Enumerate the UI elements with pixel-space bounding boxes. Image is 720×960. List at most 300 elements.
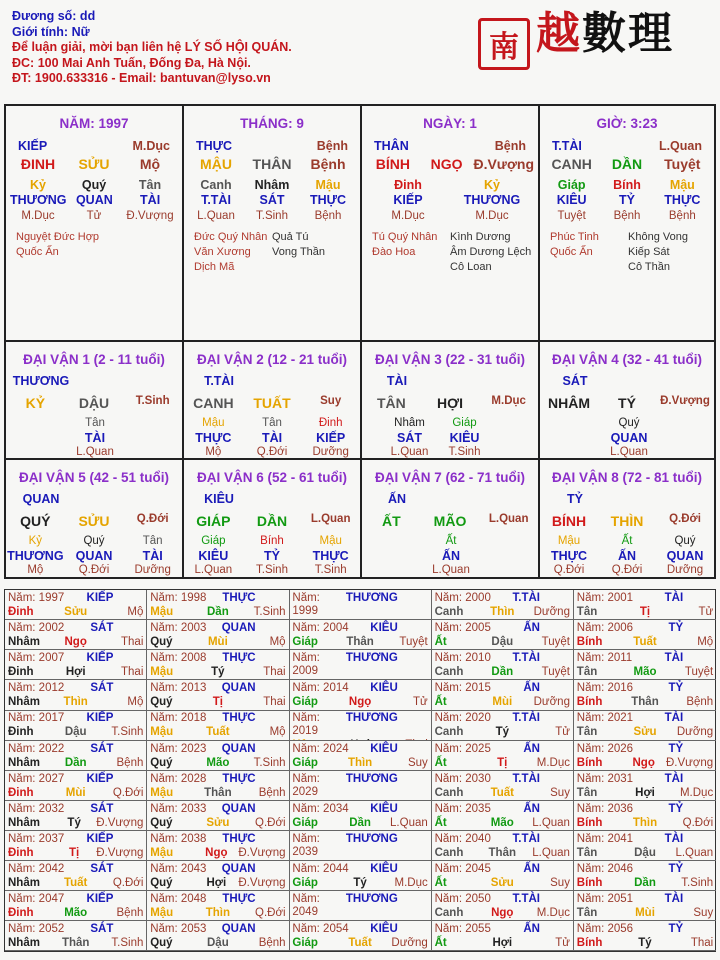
year-state: T.Sinh: [253, 756, 286, 769]
year-cell: [5, 891, 147, 921]
year-label: Năm: 2010: [434, 652, 491, 665]
year-cell: [289, 590, 431, 620]
star-line: [372, 245, 532, 260]
pillar-row: [544, 210, 710, 222]
year-cell: [289, 650, 431, 680]
dai-van-can: GIÁP: [196, 513, 231, 529]
year-phase: QUAN: [221, 742, 256, 755]
year-top: [435, 773, 570, 786]
year-can: Canh: [434, 606, 464, 618]
year-label: Năm: 2056: [576, 923, 634, 936]
dai-van-hidden-row: [184, 564, 360, 576]
dai-van-hidden: Mậu: [319, 535, 342, 547]
pillar-value: L.Quan: [197, 210, 235, 222]
year-label: Năm: 2005: [434, 622, 491, 635]
year-cell: [147, 741, 289, 771]
dai-van-hidden: T.Sinh: [256, 564, 288, 576]
dai-van-hidden: Giáp: [452, 417, 477, 429]
year-cell: [289, 861, 431, 891]
year-can: Quý: [150, 636, 173, 649]
year-top: [8, 863, 143, 876]
year-state: Đ.Vượng: [96, 846, 144, 859]
star-name: Quốc Ấn: [550, 246, 593, 258]
year-label: Năm: 2053: [150, 923, 207, 936]
year-label: Năm: 2040: [434, 832, 491, 845]
dai-van-hidden: L.Quan: [76, 446, 114, 458]
year-bottom: [435, 786, 570, 800]
year-phase: TÀI: [664, 592, 684, 604]
year-label: Năm: 2025: [434, 742, 491, 755]
year-top: [577, 833, 713, 846]
year-phase: TÀI: [664, 832, 684, 845]
dai-van-hidden: KIÊU: [198, 549, 229, 563]
year-cell: [574, 861, 716, 891]
year-bottom: [150, 846, 285, 860]
year-cell: [574, 650, 716, 680]
dai-van-chi: DẦN: [256, 513, 288, 529]
year-chi: Tuất: [206, 726, 230, 739]
year-cell: [574, 741, 716, 771]
year-label: Năm: 2029: [292, 772, 320, 798]
dai-van-phase: THƯƠNG: [12, 374, 70, 388]
dai-van-chi: MÃO: [433, 513, 467, 529]
year-state: Suy: [550, 876, 570, 889]
year-cell: [574, 891, 716, 921]
dai-van-hidden: Ất: [445, 535, 457, 547]
year-label: Năm: 2028: [150, 772, 207, 785]
dai-van-title: ĐẠI VẬN 2 (12 - 21 tuổi): [196, 352, 348, 367]
year-chi: Mùi: [492, 696, 513, 709]
pillar-value: Bệnh: [316, 139, 348, 153]
pillar-row: [188, 210, 356, 222]
year-phase: ẤN: [523, 923, 540, 936]
dai-van-cell: [540, 460, 714, 577]
year-top: [292, 803, 427, 816]
year-top: [150, 773, 285, 786]
year-phase: SÁT: [90, 923, 114, 936]
dai-van-hidden: TÀI: [261, 431, 283, 445]
year-can: Ất: [434, 937, 447, 950]
chart-header: [12, 9, 292, 87]
dai-van-hidden: QUAN: [75, 549, 113, 563]
year-phase: ẤN: [523, 742, 540, 755]
year-chi: Dần: [634, 876, 656, 889]
year-chi: Tý: [495, 726, 509, 739]
pillar-value: SỬU: [78, 156, 110, 172]
year-phase: SÁT: [90, 862, 114, 875]
gender: Giới tính: Nữ: [12, 24, 90, 39]
year-label: Năm: 2015: [434, 682, 491, 695]
year-can: Canh: [434, 846, 464, 859]
year-label: Năm: 2046: [576, 862, 634, 875]
pillar-value: KIÊU: [556, 193, 587, 207]
year-top: [8, 773, 143, 786]
year-phase: TÀI: [664, 893, 684, 905]
year-top: [150, 893, 285, 906]
year-chi: Mùi: [635, 907, 655, 919]
year-cell: [5, 921, 147, 951]
pillar-row: [366, 178, 534, 192]
year-label: Năm: 2033: [150, 802, 207, 815]
logo-char: 越: [536, 8, 582, 59]
year-can: Đinh: [8, 726, 34, 739]
pillar-value: DẦN: [611, 156, 643, 172]
dai-van-hidden-row: [422, 535, 480, 547]
year-phase: THỰC: [222, 772, 256, 785]
year-bottom: [292, 816, 427, 830]
year-top: [8, 622, 143, 635]
star-line: [372, 260, 532, 275]
star-name: Âm Dương Lệch: [450, 246, 532, 258]
dai-van-phase: TỶ: [567, 492, 583, 506]
year-chi: Tị: [69, 846, 80, 859]
year-bottom: [8, 786, 143, 800]
year-bottom: [8, 695, 143, 709]
pillar-row: [544, 193, 710, 207]
year-bottom: [8, 876, 143, 890]
pillar-stars: [550, 230, 708, 275]
logo-char: 數: [582, 8, 628, 59]
year-state: Bệnh: [258, 786, 286, 799]
year-state: Q.Đới: [255, 816, 286, 829]
year-cell: [289, 801, 431, 831]
year-cell: [289, 771, 431, 801]
year-state: Mộ: [127, 696, 144, 709]
year-state: Suy: [693, 907, 714, 919]
pillar-value: Đinh: [394, 178, 422, 192]
year-phase: TÀI: [664, 652, 684, 665]
year-bottom: [435, 695, 570, 709]
dai-van-hidden: Quý: [83, 535, 105, 547]
year-bottom: [8, 936, 143, 950]
year-cell: [432, 590, 574, 620]
year-cell: [5, 680, 147, 710]
year-chi: Thân: [346, 636, 374, 649]
pillar-row: [366, 193, 534, 207]
star-name: Đức Quý Nhân: [194, 231, 268, 243]
pillar-value: Tuyệt: [557, 210, 586, 222]
year-state: L.Quan: [532, 816, 570, 829]
year-phase: KIÊU: [370, 682, 398, 695]
dai-van-hidden: ẤN: [441, 549, 461, 563]
year-chi: Dậu: [491, 636, 514, 649]
year-phase: KIẾP: [86, 712, 114, 725]
year-cell: [432, 801, 574, 831]
pillar-value: Bệnh: [310, 156, 346, 172]
year-chi: Thìn: [490, 606, 515, 618]
year-bottom: [577, 665, 713, 679]
year-label: Năm: 2055: [434, 923, 491, 936]
year-phase: KIÊU: [370, 923, 398, 936]
pillar-value: KIẾP: [18, 139, 48, 153]
year-can: Giáp: [292, 696, 318, 709]
year-top: [150, 592, 285, 605]
year-label: Năm: 2043: [150, 862, 207, 875]
year-label: Năm: 2051: [576, 893, 634, 905]
year-can: Nhâm: [8, 816, 40, 829]
dai-van-title: ĐẠI VẬN 4 (32 - 41 tuổi): [551, 352, 703, 367]
pillar-value: Canh: [200, 178, 232, 192]
year-label: Năm: 2013: [150, 682, 207, 695]
year-cell: [289, 921, 431, 951]
year-bottom: [150, 635, 285, 649]
year-can: Canh: [434, 726, 464, 739]
year-label: Năm: 2007: [8, 652, 65, 665]
dai-van-can: TÂN: [376, 395, 406, 411]
year-phase: KIẾP: [86, 893, 114, 905]
year-chi: Dần: [64, 756, 87, 769]
year-cell: [432, 650, 574, 680]
year-state: L.Quan: [390, 816, 428, 829]
year-can: Mậu: [150, 666, 174, 679]
pillar-cell: [362, 106, 540, 342]
year-cell: [574, 771, 716, 801]
year-top: [292, 833, 427, 859]
year-chi: Thìn: [347, 756, 373, 769]
year-state: Tử: [413, 696, 428, 709]
pillars-grid: [4, 104, 716, 579]
year-cell: [432, 861, 574, 891]
dai-van-hidden: Q.Đới: [611, 564, 643, 576]
year-top: [435, 803, 570, 816]
year-top: [8, 712, 143, 725]
pillar-value: Quý: [81, 178, 107, 192]
year-top: [150, 833, 285, 846]
dai-van-hidden: THỰC: [312, 549, 349, 563]
star-name: Kiếp Sát: [628, 246, 670, 258]
year-can: Bính: [576, 756, 603, 769]
year-label: Năm: 2019: [292, 712, 320, 738]
year-cell: [574, 921, 716, 951]
year-bottom: [292, 695, 427, 709]
dai-van-hidden: Kỷ: [28, 535, 43, 547]
year-state: Thai: [121, 666, 144, 679]
year-cell: [432, 710, 574, 740]
dai-van-state: L.Quan: [488, 513, 529, 525]
year-chi: Mão: [490, 816, 514, 829]
year-chi: Sửu: [206, 816, 230, 829]
star-line: [16, 230, 176, 245]
year-chi: Ngọ: [205, 846, 228, 859]
year-state: Suy: [550, 786, 570, 799]
year-bottom: [150, 816, 285, 830]
year-state: Tử: [698, 606, 714, 618]
year-cell: [147, 921, 289, 951]
year-can: Tân: [576, 666, 598, 679]
year-bottom: [8, 846, 143, 860]
dai-van-cell: [6, 342, 184, 460]
year-label: Năm: 2014: [292, 682, 349, 695]
year-label: Năm: 1997: [8, 592, 65, 604]
year-chi: Mùi: [207, 636, 228, 649]
year-cell: [289, 831, 431, 861]
dai-van-state: Suy: [320, 395, 342, 407]
year-can: Mậu: [150, 846, 174, 859]
pillar-row: [544, 178, 710, 192]
year-top: [435, 863, 570, 876]
dai-van-cell: [362, 460, 540, 577]
year-top: [435, 682, 570, 695]
year-bottom: [435, 816, 570, 830]
year-phase: TỶ: [668, 923, 684, 936]
year-label: Năm: 2018: [150, 712, 207, 725]
year-chi: Hợi: [635, 786, 655, 799]
year-state: T.Sinh: [111, 937, 144, 950]
dai-van-title: ĐẠI VẬN 7 (62 - 71 tuổi): [374, 470, 526, 485]
year-top: [292, 592, 427, 618]
pillar-value: THỰC: [664, 193, 701, 207]
pillar-stars: [16, 230, 176, 260]
pillar-value: THÂN: [252, 156, 292, 172]
pillar-value: Tử: [86, 210, 102, 222]
year-label: Năm: 2004: [292, 622, 349, 635]
year-cell: [432, 771, 574, 801]
year-state: Đ.Vượng: [238, 876, 286, 889]
year-phase: KIÊU: [370, 622, 398, 635]
year-can: Quý: [150, 756, 173, 769]
year-label: Năm: 2026: [576, 742, 634, 755]
year-chi: Tý: [67, 816, 81, 829]
year-state: Đ.Vượng: [238, 846, 286, 859]
star-line: [372, 230, 532, 245]
year-state: M.Dục: [536, 756, 570, 769]
year-chi: Sửu: [490, 876, 514, 889]
pillar-value: Nhâm: [254, 178, 290, 192]
year-phase: T.TÀI: [512, 592, 540, 604]
dai-van-hidden: Dưỡng: [134, 564, 171, 576]
dai-van-hidden: THƯƠNG: [7, 549, 64, 563]
brand-logo: [536, 10, 674, 58]
pillar-value: TÀI: [140, 193, 161, 207]
year-top: [435, 833, 570, 846]
year-chi: Dậu: [64, 726, 87, 739]
year-chi: Ngọ: [491, 907, 514, 919]
year-phase: TỶ: [668, 802, 684, 815]
year-bottom: [8, 605, 143, 619]
year-top: [577, 652, 713, 665]
address: ĐC: 100 Mai Anh Tuấn, Đống Đa, Hà Nội.: [12, 55, 251, 70]
pillar-value: Đ.Vượng: [126, 210, 174, 222]
dai-van-title: ĐẠI VẬN 1 (2 - 11 tuổi): [23, 352, 165, 367]
pillar-value: BÍNH: [375, 156, 410, 172]
dai-van-can: NHÂM: [548, 395, 590, 411]
dai-van-hidden: SÁT: [397, 431, 422, 445]
year-cell: [432, 680, 574, 710]
dai-van-state: Q.Đới: [136, 513, 169, 525]
year-can: Canh: [434, 786, 464, 799]
year-chi: Thân: [204, 786, 232, 799]
year-bottom: [435, 756, 570, 770]
year-label: Năm: 1999: [292, 592, 320, 617]
year-label: Năm: 2006: [576, 622, 634, 635]
dai-van-state: Đ.Vượng: [660, 395, 710, 407]
dai-van-hidden: Ất: [621, 535, 633, 547]
year-can: Nhâm: [8, 756, 40, 769]
pillar-value: Tuyệt: [664, 156, 701, 172]
year-top: [292, 682, 427, 695]
dai-van-phase: TÀI: [386, 374, 408, 388]
dai-van-hidden: TÀI: [84, 431, 106, 445]
year-can: Mậu: [150, 786, 174, 799]
year-bottom: [8, 816, 143, 830]
year-bottom: [292, 756, 427, 770]
year-phase: TỶ: [668, 682, 684, 695]
year-chi: Thân: [61, 937, 90, 950]
year-chi: Sửu: [64, 606, 88, 618]
dai-van-hidden: L.Quan: [390, 446, 429, 458]
year-state: T.Sinh: [111, 726, 144, 739]
year-bottom: [150, 936, 285, 950]
year-cell: [5, 710, 147, 740]
star-name: Quả Tú: [272, 231, 309, 243]
year-chi: Dần: [491, 666, 514, 679]
year-chi: Thìn: [63, 696, 88, 709]
pillar-row: [188, 139, 356, 153]
dai-van-hidden-row: [422, 564, 480, 576]
year-label: Năm: 2023: [150, 742, 207, 755]
pillar-title: GIỜ: 3:23: [596, 116, 658, 131]
star-line: [16, 245, 176, 260]
year-label: Năm: 2039: [292, 832, 320, 858]
year-phase: THỰC: [222, 712, 256, 725]
dai-van-hidden-row: [184, 417, 360, 429]
dai-van-hidden-row: [6, 564, 182, 576]
year-label: Năm: 2022: [8, 742, 65, 755]
pillar-cell: [6, 106, 184, 342]
year-phase: QUAN: [221, 923, 256, 936]
year-can: Bính: [576, 876, 603, 889]
dai-van-hidden-row: [382, 431, 492, 445]
year-top: [8, 923, 143, 936]
pillar-value: NGỌ: [430, 156, 463, 172]
year-phase: QUAN: [221, 862, 256, 875]
year-top: [150, 923, 285, 936]
pillar-value: SÁT: [259, 193, 285, 207]
year-phase: KIÊU: [370, 802, 398, 815]
pillar-value: M.Dục: [391, 210, 425, 222]
dai-van-hidden: L.Quan: [194, 564, 233, 576]
year-top: [292, 773, 427, 799]
year-cell: [147, 710, 289, 740]
year-chi: Dậu: [207, 937, 229, 950]
year-top: [577, 893, 713, 906]
dai-van-hidden-row: [600, 417, 658, 429]
pillar-value: MẬU: [200, 156, 232, 172]
year-bottom: [435, 725, 570, 739]
dai-van-cell: [184, 460, 362, 577]
year-state: M.Dục: [536, 907, 570, 919]
year-chi: Hợi: [206, 876, 227, 889]
star-name: [372, 260, 450, 275]
year-top: [150, 863, 285, 876]
year-state: L.Quan: [675, 846, 714, 859]
year-state: Dưỡng: [533, 696, 570, 709]
year-phase: THỰC: [222, 652, 256, 665]
dai-van-hidden-row: [6, 535, 182, 547]
pillar-value: Bệnh: [494, 139, 526, 153]
pillar-value: Mộ: [139, 156, 161, 172]
dai-van-hidden: Q.Đới: [553, 564, 585, 576]
year-phase: THƯƠNG: [345, 592, 398, 604]
year-chi: Dậu: [634, 846, 656, 859]
pillar-value: T.Sinh: [256, 210, 288, 222]
dai-van-hidden: Mậu: [202, 417, 225, 429]
year-bottom: [577, 816, 713, 830]
dai-van-title: ĐẠI VẬN 5 (42 - 51 tuổi): [18, 470, 170, 485]
year-phase: ẤN: [523, 622, 540, 635]
year-can: Bính: [576, 816, 603, 829]
year-phase: KIÊU: [370, 862, 398, 875]
